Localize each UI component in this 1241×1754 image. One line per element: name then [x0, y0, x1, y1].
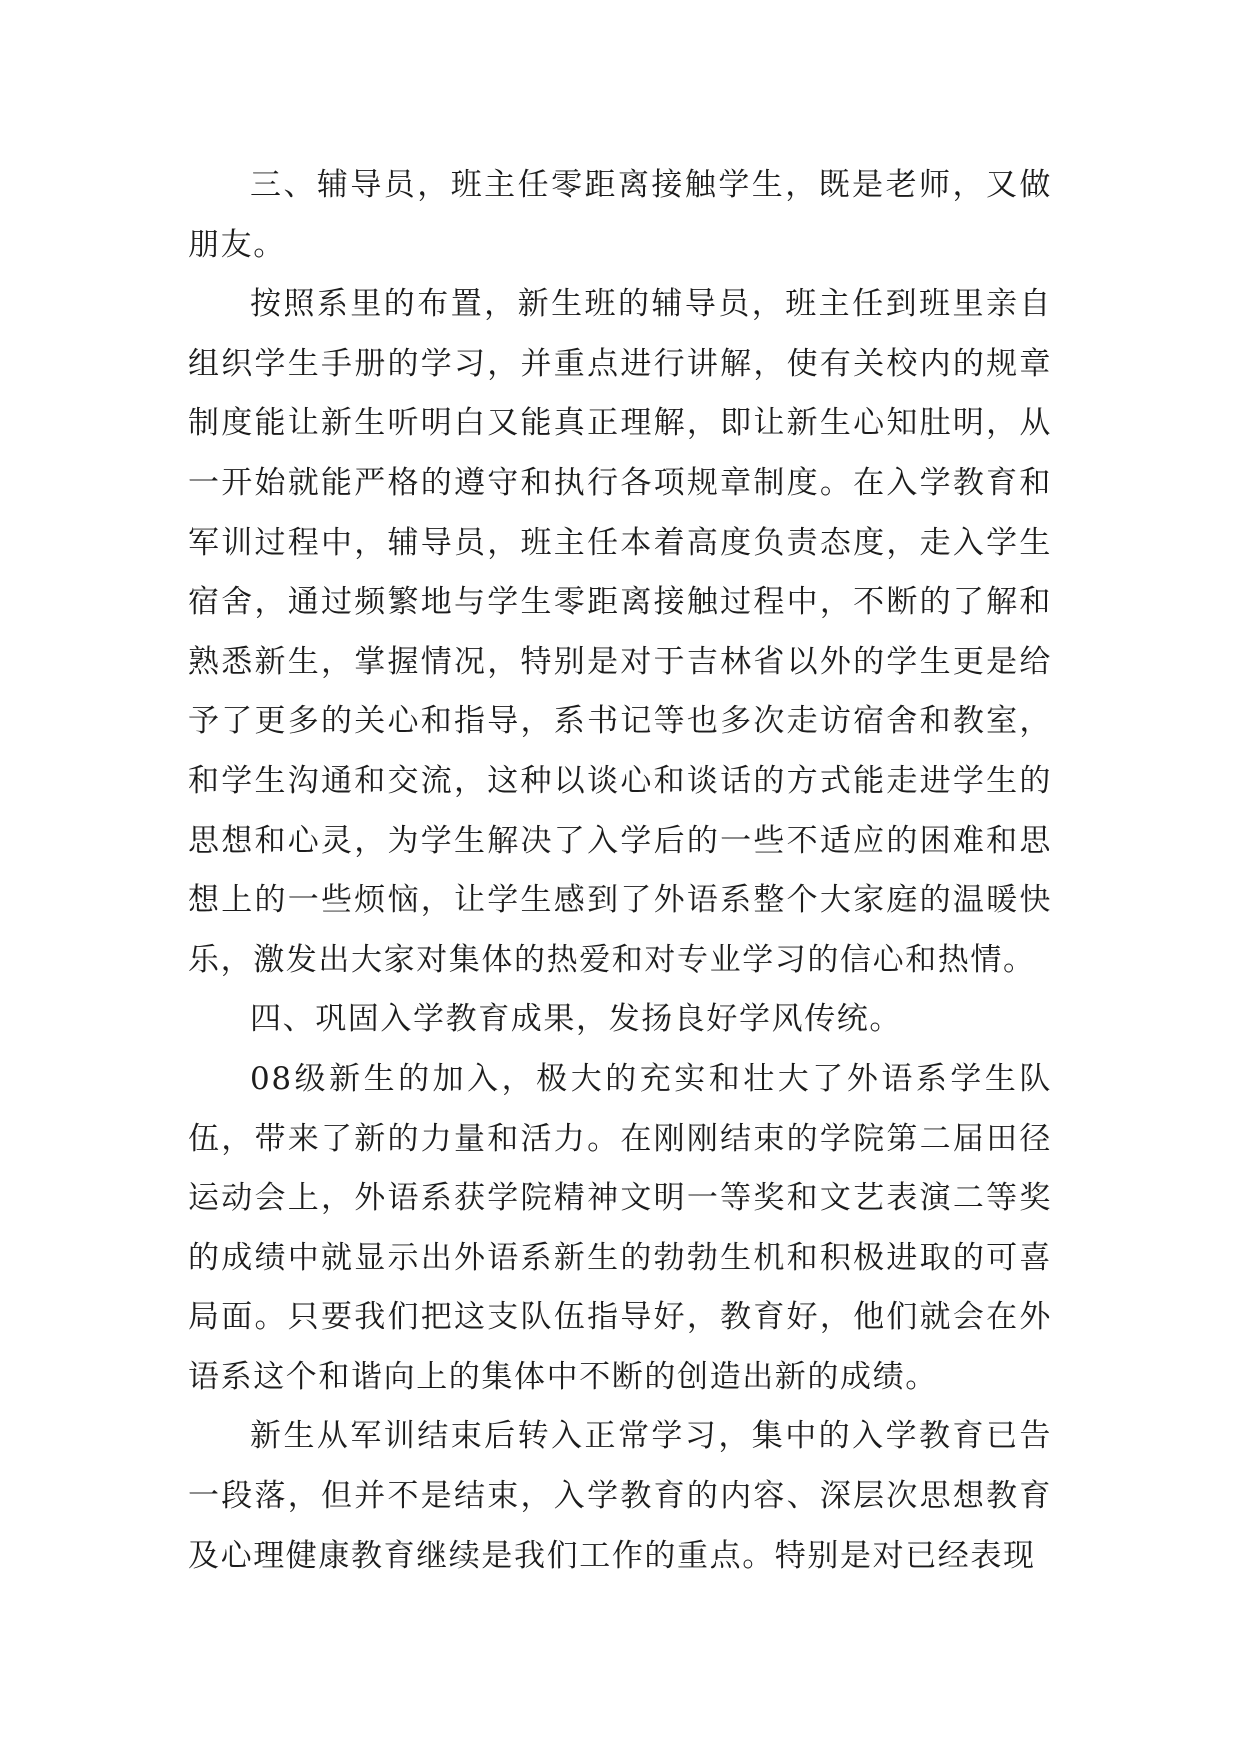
- section-heading-three: 三、辅导员，班主任零距离接触学生，既是老师，又做朋友。: [188, 167, 1052, 263]
- document-body: [188, 156, 1052, 1586]
- body-paragraph: 08级新生的加入，极大的充实和壮大了外语系学生队伍，带来了新的力量和活力。在刚刚结束的学院第二届田径运动会上，外语系获学院精神文明一等奖和文艺表演二等奖的成绩中就显示出外语系新生的勃勃生机和积极进取的可喜局面。只要我们把这支队伍指导好，教育好，他们就会在外语系这个和谐向上的集体中不断的创造出新的成绩。: [188, 1060, 1052, 1395]
- section-heading-four: 四、巩固入学教育成果，发扬良好学风传统。: [250, 1001, 902, 1038]
- body-paragraph: 按照系里的布置，新生班的辅导员，班主任到班里亲自组织学生手册的学习，并重点进行讲解，使有关校内的规章制度能让新生听明白又能真正理解，即让新生心知肚明，从一开始就能严格的遵守和执行各项规章制度。在入学教育和军训过程中，辅导员，班主任本着高度负责态度，走入学生宿舍，通过频繁地与学生零距离接触过程中，不断的了解和熟悉新生，掌握情况，特别是对于吉林省以外的学生更是给予了更多的关心和指导，系书记等也多次走访宿舍和教室，和学生沟通和交流，这种以谈心和谈话的方式能走进学生的思想和心灵，为学生解决了入学后的一些不适应的困难和思想上的一些烦恼，让学生感到了外语系整个大家庭的温暖快乐，激发出大家对集体的热爱和对专业学习的信心和热情。: [188, 286, 1052, 978]
- body-paragraph: 新生从军训结束后转入正常学习，集中的入学教育已告一段落，但并不是结束，入学教育的内容、深层次思想教育及心理健康教育继续是我们工作的重点。特别是对已经表现: [188, 1418, 1052, 1574]
